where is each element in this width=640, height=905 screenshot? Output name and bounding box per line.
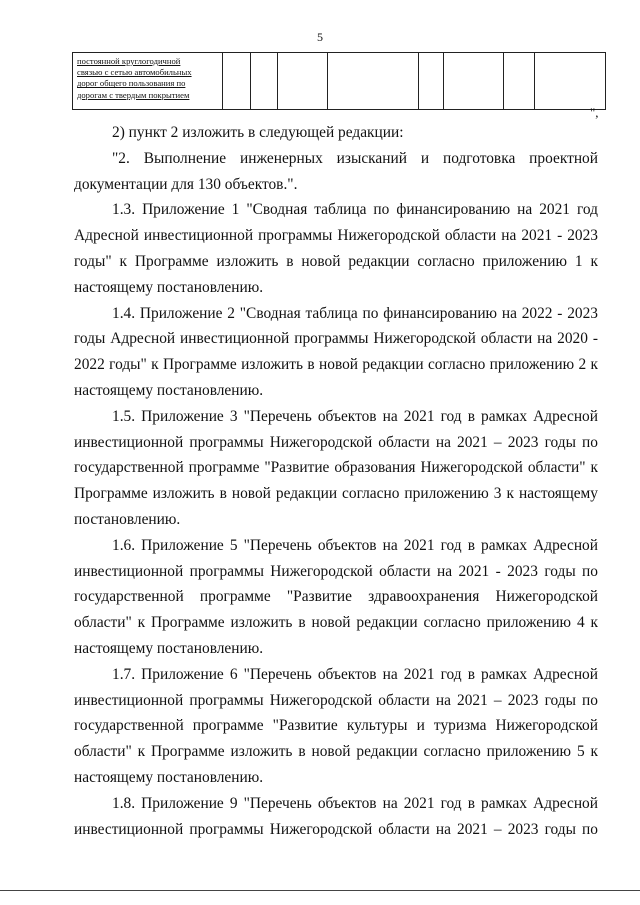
table-cell-line: связью с сетью автомобильных <box>77 67 192 78</box>
paragraph-1-4: 1.4. Приложение 2 "Сводная таблица по финансированию на 2022 - 2023 годы Адресной инвестиционной программы Нижегородской области на 2020 - 2022 годы" к Программе изложить в новой редакции согласно приложению 2 к настоящему постановлению. <box>74 304 598 399</box>
table-cell <box>444 53 504 110</box>
table-cell <box>535 53 606 110</box>
table-row <box>73 53 606 110</box>
paragraph-1-6: 1.6. Приложение 5 "Перечень объектов на 2021 год в рамках Адресной инвестиционной программы Нижегородской области на 2021 - 2023 годы по государственной программе "Развитие здравоохранения Нижегородской области" к Программе изложить в новой редакции согласно приложению 4 к настоящему постановлению. <box>74 536 598 657</box>
table-cell <box>251 53 278 110</box>
paragraph-new-item-2-text: "2. Выполнение инженерных изысканий и подготовка проектной документации для 130 объектов.". <box>74 149 598 193</box>
table-cell-object-description <box>73 53 223 110</box>
bottom-rule <box>0 890 640 891</box>
table-cell <box>278 53 328 110</box>
paragraph-1-3: 1.3. Приложение 1 "Сводная таблица по финансированию на 2021 год Адресной инвестиционной программы Нижегородской области на 2021 - 2023 годы" к Программе изложить в новой редакции согласно приложению 1 к настоящему постановлению. <box>74 201 598 296</box>
table-fragment <box>72 52 606 110</box>
paragraph-item-2: 2) пункт 2 изложить в следующей редакции: <box>112 124 404 141</box>
paragraph-1-7: 1.7. Приложение 6 "Перечень объектов на 2021 год в рамках Адресной инвестиционной программы Нижегородской области на 2021 – 2023 годы по государственной программе "Развитие культуры и туризма Нижегородской области" к Программе изложить в новой редакции согласно приложению 5 к настоящему постановлению. <box>74 665 598 786</box>
table-cell <box>504 53 535 110</box>
table-cell-line: дорог общего пользования по <box>77 78 186 89</box>
table-cell-line: постоянной круглогодичной <box>77 56 181 66</box>
closing-quote: ", <box>590 105 599 120</box>
table-cell-line: дорогам с твердым покрытием <box>77 89 190 100</box>
paragraph-1-8: 1.8. Приложение 9 "Перечень объектов на 2021 год в рамках Адресной инвестиционной программы Нижегородской области на 2021 – 2023 годы по <box>74 794 598 838</box>
body-text <box>74 120 598 842</box>
table-cell <box>223 53 251 110</box>
paragraph-1-5: 1.5. Приложение 3 "Перечень объектов на 2021 год в рамках Адресной инвестиционной программы Нижегородской области на 2021 – 2023 годы по государственной программе "Развитие образования Нижегородской области" к Программе изложить в новой редакции согласно приложению 3 к настоящему постановлению. <box>74 407 598 528</box>
table-cell <box>419 53 444 110</box>
page-number: 5 <box>317 30 323 44</box>
table-cell <box>328 53 419 110</box>
